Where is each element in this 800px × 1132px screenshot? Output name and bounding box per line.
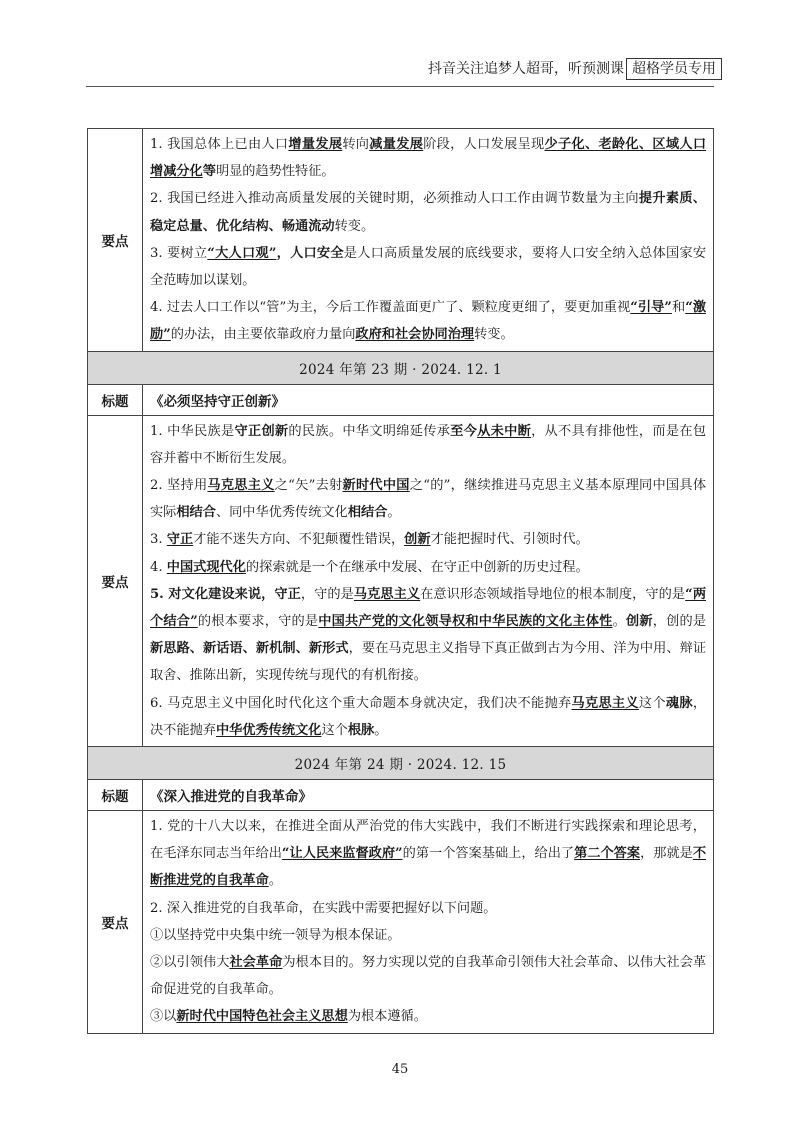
table-row	[88, 415, 714, 746]
point-paragraph: 4. 过去人口工作以“管”为主，今后工作覆盖面更广了、颗粒度更细了，要更加重视“引导”和“激励”的办法，由主要依靠政府力量向政府和社会协同治理转变。	[150, 300, 707, 343]
point-paragraph: 1. 党的十八大以来，在推进全面从严治党的伟大实践中，我们不断进行实践探索和理论思考，在毛泽东同志当年给出“让人民来监督政府”的第一个答案基础上，给出了第二个答案，那就是不断推进党的自我革命。	[150, 819, 707, 889]
header-divider	[86, 86, 714, 87]
article-title: 《深入推进党的自我革命》	[143, 780, 714, 811]
page-header	[428, 58, 722, 80]
table-row	[88, 811, 714, 1034]
points-label: 要点	[88, 129, 143, 352]
issue-period: 2024 年第 24 期 · 2024. 12. 15	[88, 747, 714, 780]
points-label: 要点	[88, 811, 143, 1034]
point-paragraph: ③以新时代中国特色社会主义思想为根本遵循。	[150, 1009, 427, 1025]
point-paragraph: 5. 对文化建设来说，守正，守的是马克思主义在意识形态领域指导地位的根本制度，守的是“两个结合”的根本要求，守的是中国共产党的文化领导权和中华民族的文化主体性。创新，创的是新思路、新话语、新机制、新形式，要在马克思主义指导下真正做到古为今用、洋为中用、辩证取舍、推陈出新，实现传统与现代的有机衔接。	[150, 586, 707, 684]
table-row	[88, 384, 714, 415]
table-row	[88, 780, 714, 811]
points-content	[143, 129, 714, 352]
point-paragraph: 3. 守正才能不迷失方向、不犯颠覆性错误，创新才能把握时代、引领时代。	[150, 532, 589, 548]
point-paragraph: 6. 马克思主义中国化时代化这个重大命题本身就决定，我们决不能抛弃马克思主义这个魂脉，决不能抛弃中华优秀传统文化这个根脉。	[150, 695, 707, 738]
header-badge: 超格学员专用	[626, 58, 722, 80]
point-paragraph: ①以坚持党中央集中统一领导为根本保证。	[150, 927, 401, 943]
point-paragraph: ②以引领伟大社会革命为根本目的。努力实现以党的自我革命引领伟大社会革命、以伟大社会革命促进党的自我革命。	[150, 955, 707, 998]
point-paragraph: 1. 我国总体上已由人口增量发展转向减量发展阶段，人口发展呈现少子化、老龄化、区域人口增减分化等明显的趋势性特征。	[150, 137, 707, 180]
table-row	[88, 129, 714, 352]
page-number: 45	[391, 1062, 409, 1077]
table-row	[88, 351, 714, 384]
summary-table	[87, 128, 714, 1034]
points-label: 要点	[88, 415, 143, 746]
article-title: 《必须坚持守正创新》	[143, 384, 714, 415]
points-content	[143, 811, 714, 1034]
header-text: 抖音关注追梦人超哥，听预测课	[428, 61, 624, 77]
title-label: 标题	[88, 384, 143, 415]
points-content	[143, 415, 714, 746]
point-paragraph: 1. 中华民族是守正创新的民族。中华文明绵延传承至今从未中断，从不具有排他性，而是在包容并蓄中不断衍生发展。	[150, 423, 707, 466]
point-paragraph: 2. 我国已经进入推动高质量发展的关键时期，必须推动人口工作由调节数量为主向提升素质、稳定总量、优化结构、畅通流动转变。	[150, 191, 706, 234]
point-paragraph: 4. 中国式现代化的探索就是一个在继承中发展、在守正中创新的历史过程。	[150, 559, 589, 575]
point-paragraph: 2. 深入推进党的自我革命，在实践中需要把握好以下问题。	[150, 900, 497, 916]
title-label: 标题	[88, 780, 143, 811]
point-paragraph: 3. 要树立“大人口观”，人口安全是人口高质量发展的底线要求，要将人口安全纳入总体国家安全范畴加以谋划。	[150, 245, 707, 289]
point-paragraph: 2. 坚持用马克思主义之“矢”去射新时代中国之“的”，继续推进马克思主义基本原理同中国具体实际相结合、同中华优秀传统文化相结合。	[150, 478, 707, 521]
issue-period: 2024 年第 23 期 · 2024. 12. 1	[88, 351, 714, 384]
table-row	[88, 747, 714, 780]
